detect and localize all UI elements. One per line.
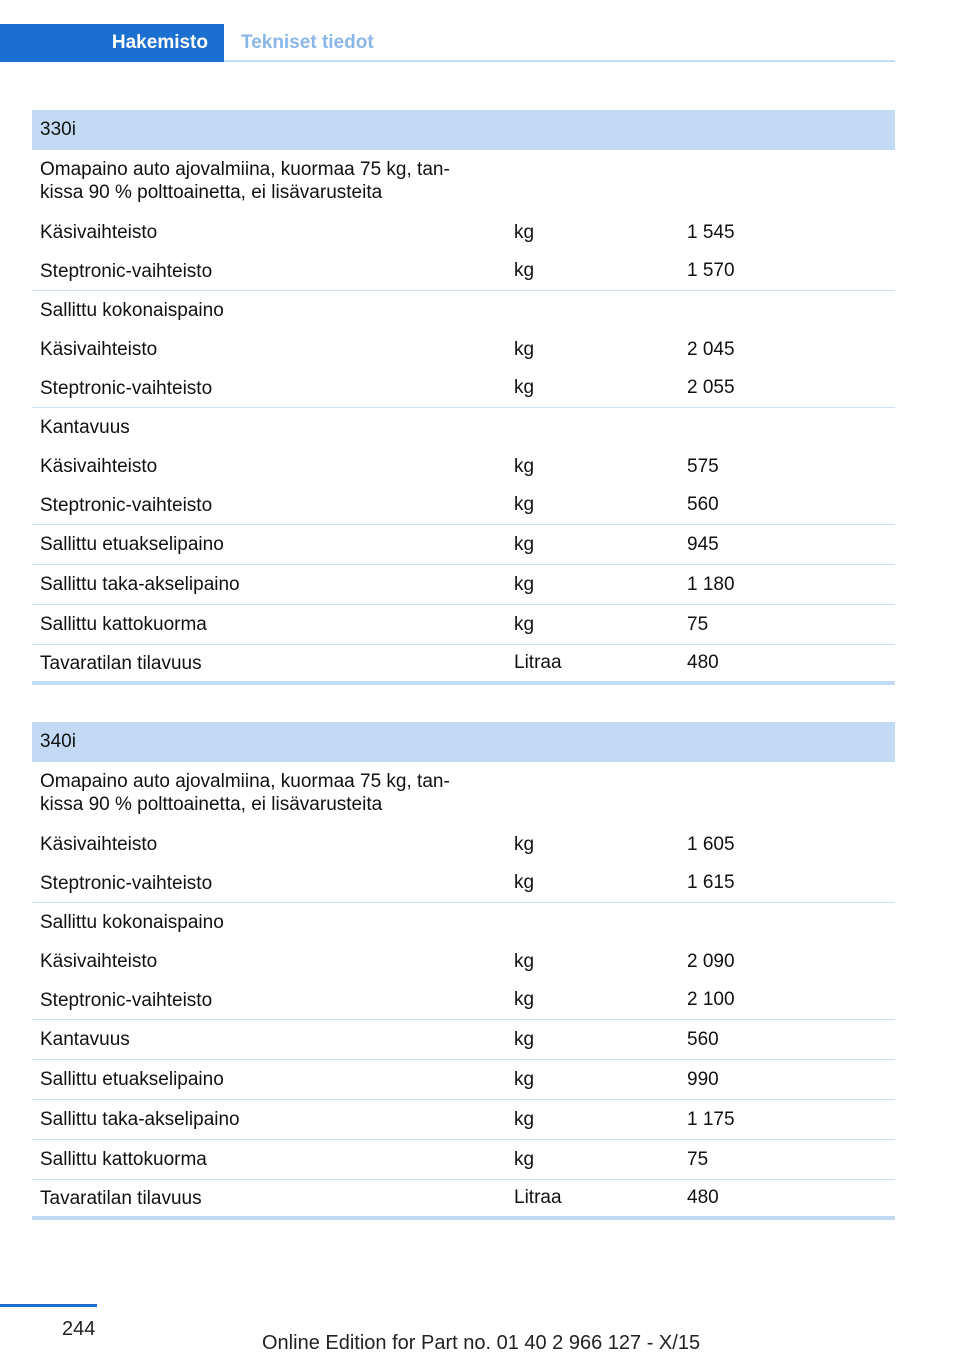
- row-label: Sallittu kokonaispaino: [40, 300, 224, 321]
- table-row: [32, 565, 895, 605]
- row-value: 2 090: [687, 950, 735, 972]
- row-unit: kg: [514, 573, 535, 595]
- row-label: Tavaratilan tilavuus: [40, 652, 202, 674]
- row-label: Kantavuus: [40, 1029, 130, 1050]
- table-row: [32, 605, 895, 645]
- row-value: 480: [687, 652, 719, 673]
- page-header: [0, 24, 895, 62]
- row-unit: kg: [514, 950, 535, 972]
- row-unit: kg: [514, 1108, 535, 1130]
- table-row: [32, 1100, 895, 1140]
- row-value: 1 605: [687, 833, 735, 855]
- table-row: [32, 150, 895, 213]
- row-label: Omapaino auto ajovalmiina, kuormaa 75 kg, tan-kissa 90 % polttoainetta, ei lisävarusteita: [40, 771, 450, 815]
- row-unit: kg: [514, 533, 535, 555]
- row-value: 75: [687, 613, 709, 635]
- table-row: [32, 825, 895, 864]
- row-label: Steptronic-vaihteisto: [40, 377, 213, 399]
- row-unit: kg: [514, 872, 535, 893]
- table-row: [32, 1180, 895, 1220]
- spec-table-340i: [32, 722, 895, 1220]
- row-value: 75: [687, 1148, 709, 1170]
- table-row: [32, 408, 895, 447]
- row-unit: kg: [514, 833, 535, 855]
- row-label: Käsivaihteisto: [40, 456, 158, 477]
- row-value: 575: [687, 455, 719, 477]
- row-value: 480: [687, 1187, 719, 1208]
- row-label: Steptronic-vaihteisto: [40, 494, 213, 516]
- table-row: [32, 330, 895, 369]
- row-label: Käsivaihteisto: [40, 222, 158, 243]
- row-unit: kg: [514, 260, 535, 281]
- table-row: [32, 447, 895, 486]
- table-row: [32, 486, 895, 525]
- spec-table-330i: [32, 110, 895, 685]
- row-value: 1 545: [687, 221, 735, 243]
- row-unit: kg: [514, 377, 535, 398]
- row-unit: kg: [514, 338, 535, 360]
- tab-tekniset-tiedot[interactable]: Tekniset tiedot: [241, 32, 374, 53]
- table-row: [32, 1020, 895, 1060]
- table-row: [32, 981, 895, 1020]
- row-value: 2 045: [687, 338, 735, 360]
- row-value: 990: [687, 1068, 719, 1090]
- row-label: Tavaratilan tilavuus: [40, 1187, 202, 1209]
- row-label: Steptronic-vaihteisto: [40, 989, 213, 1011]
- row-value: 945: [687, 533, 719, 555]
- table-row: [32, 762, 895, 825]
- table-row: [32, 903, 895, 942]
- row-unit: kg: [514, 1148, 535, 1170]
- row-label: Sallittu kattokuorma: [40, 1149, 207, 1170]
- row-unit: Litraa: [514, 652, 562, 673]
- row-label: Käsivaihteisto: [40, 834, 158, 855]
- row-label: Käsivaihteisto: [40, 339, 158, 360]
- table-row: [32, 1140, 895, 1180]
- table-row: [32, 645, 895, 685]
- table-row: [32, 942, 895, 981]
- row-value: 1 615: [687, 872, 735, 893]
- table-row: [32, 525, 895, 565]
- row-value: 1 175: [687, 1108, 735, 1130]
- row-unit: kg: [514, 1028, 535, 1050]
- row-label: Kantavuus: [40, 417, 130, 438]
- table-row: [32, 1060, 895, 1100]
- row-value: 1 570: [687, 260, 735, 281]
- row-value: 560: [687, 494, 719, 515]
- table-row: [32, 213, 895, 252]
- row-label: Sallittu taka-akselipaino: [40, 1109, 240, 1130]
- row-unit: kg: [514, 1068, 535, 1090]
- table-row: [32, 369, 895, 408]
- row-value: 560: [687, 1028, 719, 1050]
- header-divider: [224, 60, 895, 62]
- tab-hakemisto[interactable]: Hakemisto: [0, 24, 224, 62]
- edition-note: Online Edition for Part no. 01 40 2 966 127 - X/15: [262, 1332, 701, 1354]
- table-row: [32, 291, 895, 330]
- row-value: 1 180: [687, 573, 735, 595]
- row-label: Steptronic-vaihteisto: [40, 260, 213, 282]
- table-title: 330i: [32, 110, 895, 150]
- row-label: Sallittu etuakselipaino: [40, 534, 224, 555]
- row-unit: kg: [514, 221, 535, 243]
- row-value: 2 055: [687, 377, 735, 398]
- table-row: [32, 252, 895, 291]
- row-unit: kg: [514, 494, 535, 515]
- row-label: Käsivaihteisto: [40, 951, 158, 972]
- row-label: Sallittu kattokuorma: [40, 614, 207, 635]
- table-row: [32, 864, 895, 903]
- row-label: Steptronic-vaihteisto: [40, 872, 213, 894]
- row-value: 2 100: [687, 989, 735, 1010]
- row-unit: kg: [514, 613, 535, 635]
- row-label: Sallittu taka-akselipaino: [40, 574, 240, 595]
- row-label: Sallittu kokonaispaino: [40, 912, 224, 933]
- row-unit: kg: [514, 455, 535, 477]
- table-title: 340i: [32, 722, 895, 762]
- row-label: Omapaino auto ajovalmiina, kuormaa 75 kg, tan-kissa 90 % polttoainetta, ei lisävarusteita: [40, 159, 450, 203]
- row-label: Sallittu etuakselipaino: [40, 1069, 224, 1090]
- row-unit: Litraa: [514, 1187, 562, 1208]
- footer-accent-line: [0, 1304, 97, 1307]
- page-number: 244: [62, 1318, 96, 1340]
- row-unit: kg: [514, 989, 535, 1010]
